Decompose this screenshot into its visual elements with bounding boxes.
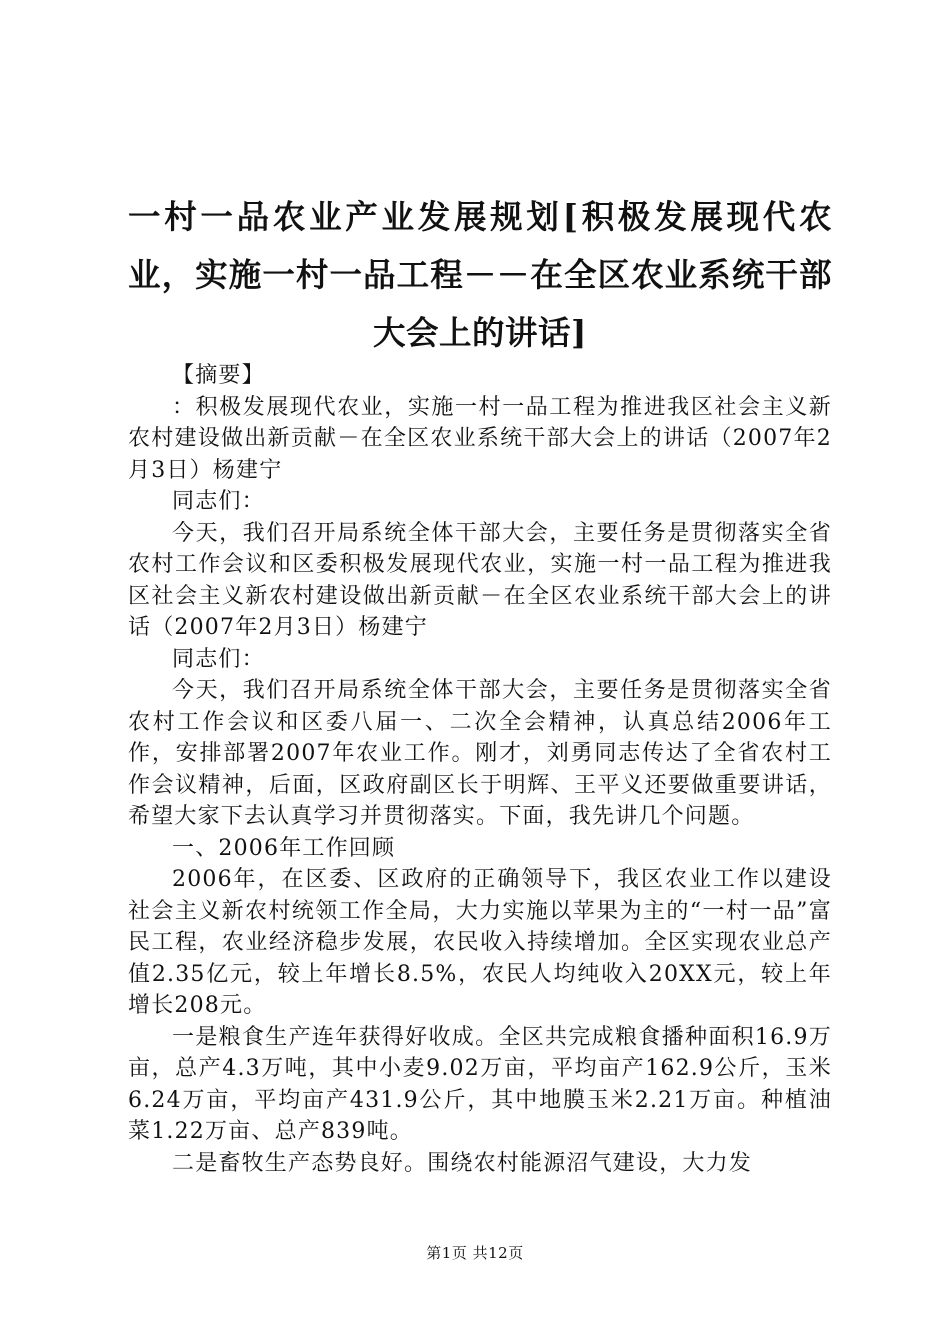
document-body (128, 360, 832, 1179)
salutation: 同志们： (172, 489, 265, 514)
body-paragraph: 一是粮食生产连年获得好收成。全区共完成粮食播种面积16.9万亩，总产4.3万吨，其中小麦9.02万亩，平均亩产162.9公斤，玉米6.24万亩，平均亩产431.9公斤，其中地膜玉米2.21万亩。种植油菜1.22万亩、总产839吨。 (128, 1024, 832, 1144)
body-paragraph: 2006年，在区委、区政府的正确领导下，我区农业工作以建设社会主义新农村统领工作全局，大力实施以苹果为主的“一村一品”富民工程，农业经济稳步发展，农民收入持续增加。全区实现农业总产值2.35亿元，较上年增长8.5%，农民人均纯收入20XX元，较上年增长208元。 (128, 867, 832, 1018)
body-paragraph: 今天，我们召开局系统全体干部大会，主要任务是贯彻落实全省农村工作会议和区委积极发展现代农业，实施一村一品工程为推进我区社会主义新农村建设做出新贡献－在全区农业系统干部大会上的讲话（2007年2月3日）杨建宁 (128, 520, 832, 640)
document-title: 一村一品农业产业发展规划[积极发展现代农业，实施一村一品工程－－在全区农业系统干部大会上的讲话] (128, 197, 832, 352)
body-paragraph: 二是畜牧生产态势良好。围绕农村能源沼气建设，大力发 (172, 1150, 753, 1176)
abstract-text: ：积极发展现代农业，实施一村一品工程为推进我区社会主义新农村建设做出新贡献－在全区农业系统干部大会上的讲话（2007年2月3日）杨建宁 (128, 394, 832, 483)
body-paragraph: 今天，我们召开局系统全体干部大会，主要任务是贯彻落实全省农村工作会议和区委八届一、二次全会精神，认真总结2006年工作，安排部署2007年农业工作。刚才，刘勇同志传达了全省农村工作会议精神，后面，区政府副区长于明辉、王平义还要做重要讲话，希望大家下去认真学习并贯彻落实。下面，我先讲几个问题。 (128, 678, 832, 829)
abstract-heading: 【摘要】 (172, 363, 265, 388)
salutation: 同志们： (172, 646, 265, 672)
section-heading: 一、2006年工作回顾 (172, 835, 396, 861)
page-number-footer: 第1页 共12页 (426, 1244, 524, 1262)
